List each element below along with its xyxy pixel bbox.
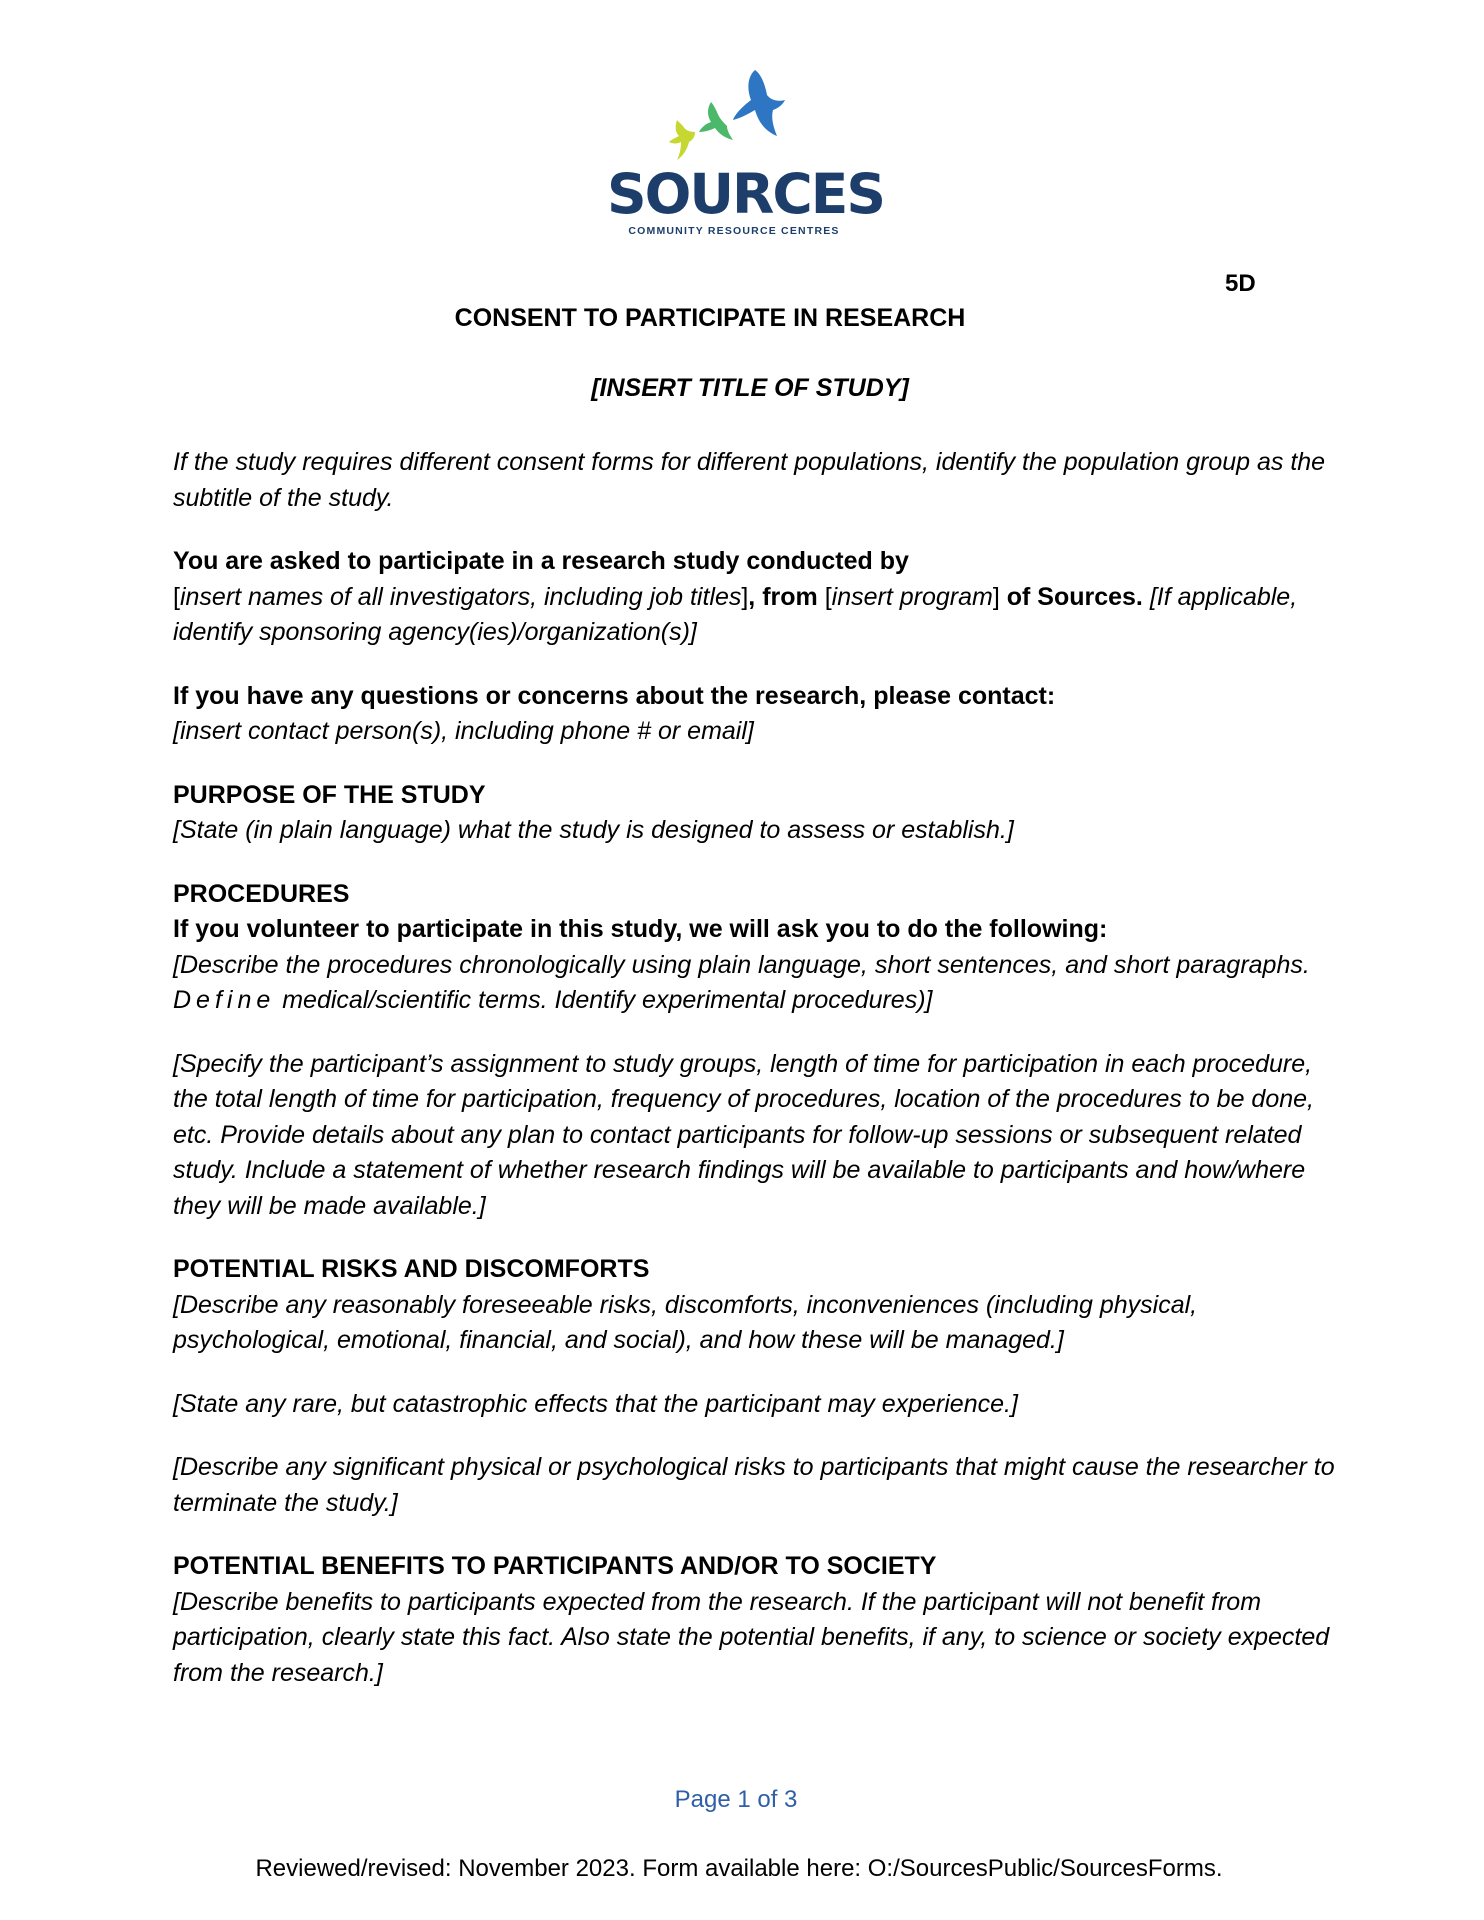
purpose-text: [State (in plain language) what the study is designed to assess or establish.]	[173, 816, 1014, 844]
logo-wordmark: SOURCES	[607, 162, 884, 226]
procedures-define: Define	[173, 986, 276, 1014]
green-bird-icon	[699, 102, 733, 140]
logo-tagline: COMMUNITY RESOURCE CENTRES	[628, 225, 840, 237]
footer-note: Reviewed/revised: November 2023. Form available here: O:/SourcesPublic/SourcesForms.	[255, 1855, 1223, 1882]
procedures-heading: PROCEDURES	[173, 879, 350, 908]
investigators-of-sources: of Sources.	[1006, 582, 1143, 611]
document-title: CONSENT TO PARTICIPATE IN RESEARCH	[454, 304, 966, 332]
page-number: Page 1 of 3	[674, 1786, 798, 1813]
investigators-sponsor: [If applicable, identify sponsoring agency(ies)/organization(s)]	[173, 582, 1298, 646]
document-body	[173, 445, 1353, 1719]
risks-heading: POTENTIAL RISKS AND DISCOMFORTS	[173, 1255, 650, 1283]
intro-note: If the study requires different consent forms for different populations, identify the population group as the subtitle of the study.	[173, 448, 1326, 512]
purpose-heading: PURPOSE OF THE STUDY	[173, 780, 486, 809]
birds-icon	[607, 62, 861, 172]
procedures-subheading: If you volunteer to participate in this study, we will ask you to do the following:	[173, 915, 1108, 943]
investigators-from: , from	[748, 582, 818, 611]
benefits-text: [Describe benefits to participants expected from the research. If the participant will not benefit from participation, clearly state this fact. Also state the potential benefits, if any, to science or society expected from the research.]	[173, 1587, 1330, 1687]
risks-text-3: [Describe any significant physical or psychological risks to participants that might cause the researcher to terminate the study.]	[173, 1453, 1335, 1517]
procedures-text-1a: [Describe the procedures chronologically using plain language, short sentences, and short paragraphs.	[173, 950, 1310, 979]
form-number: 5D	[1225, 270, 1256, 297]
sources-logo	[607, 62, 884, 240]
investigators-names: insert names of all investigators, including job titles	[179, 582, 742, 611]
procedures-text-2: [Specify the participant’s assignment to study groups, length of time for participation in each procedure, the total length of time for participation, frequency of procedures, location of the procedures to be done, etc. Provide details about any plan to contact participants for follow-up sessions or subsequent related study. Include a statement of whether research findings will be available to participants and how/where they will be made available.]	[173, 1049, 1314, 1220]
investigators-lead: You are asked to participate in a research study conducted by	[173, 547, 909, 575]
benefits-section	[173, 1549, 1353, 1691]
investigators-section: You are asked to participate in a research study conducted by [insert names of all investigators, including job titles], from [insert program] of Sources. [If applicable, identify sponsoring agency(ies)/organization(s)]	[173, 547, 1298, 646]
contact-heading: If you have any questions or concerns about the research, please contact:	[173, 681, 1056, 710]
investigators-program: insert program	[831, 582, 993, 611]
lime-bird-icon	[669, 120, 695, 160]
risks-text-2: [State any rare, but catastrophic effects that the participant may experience.]	[173, 1389, 1018, 1418]
risks-text-1: [Describe any reasonably foreseeable risks, discomforts, inconveniences (including physical, psychological, emotional, financial, and social), and how these will be managed.]	[173, 1290, 1198, 1354]
blue-bird-icon	[733, 70, 785, 136]
risks-section	[173, 1252, 1353, 1359]
benefits-heading: POTENTIAL BENEFITS TO PARTICIPANTS AND/OR TO SOCIETY	[173, 1552, 937, 1580]
contact-text: [insert contact person(s), including phone # or email]	[173, 717, 754, 745]
study-title-placeholder: [INSERT TITLE OF STUDY]	[591, 374, 909, 402]
procedures-section	[173, 877, 1353, 1019]
purpose-section	[173, 778, 1353, 849]
procedures-text-1b: medical/scientific terms. Identify experimental procedures)]	[282, 986, 933, 1014]
contact-section	[173, 679, 1353, 750]
